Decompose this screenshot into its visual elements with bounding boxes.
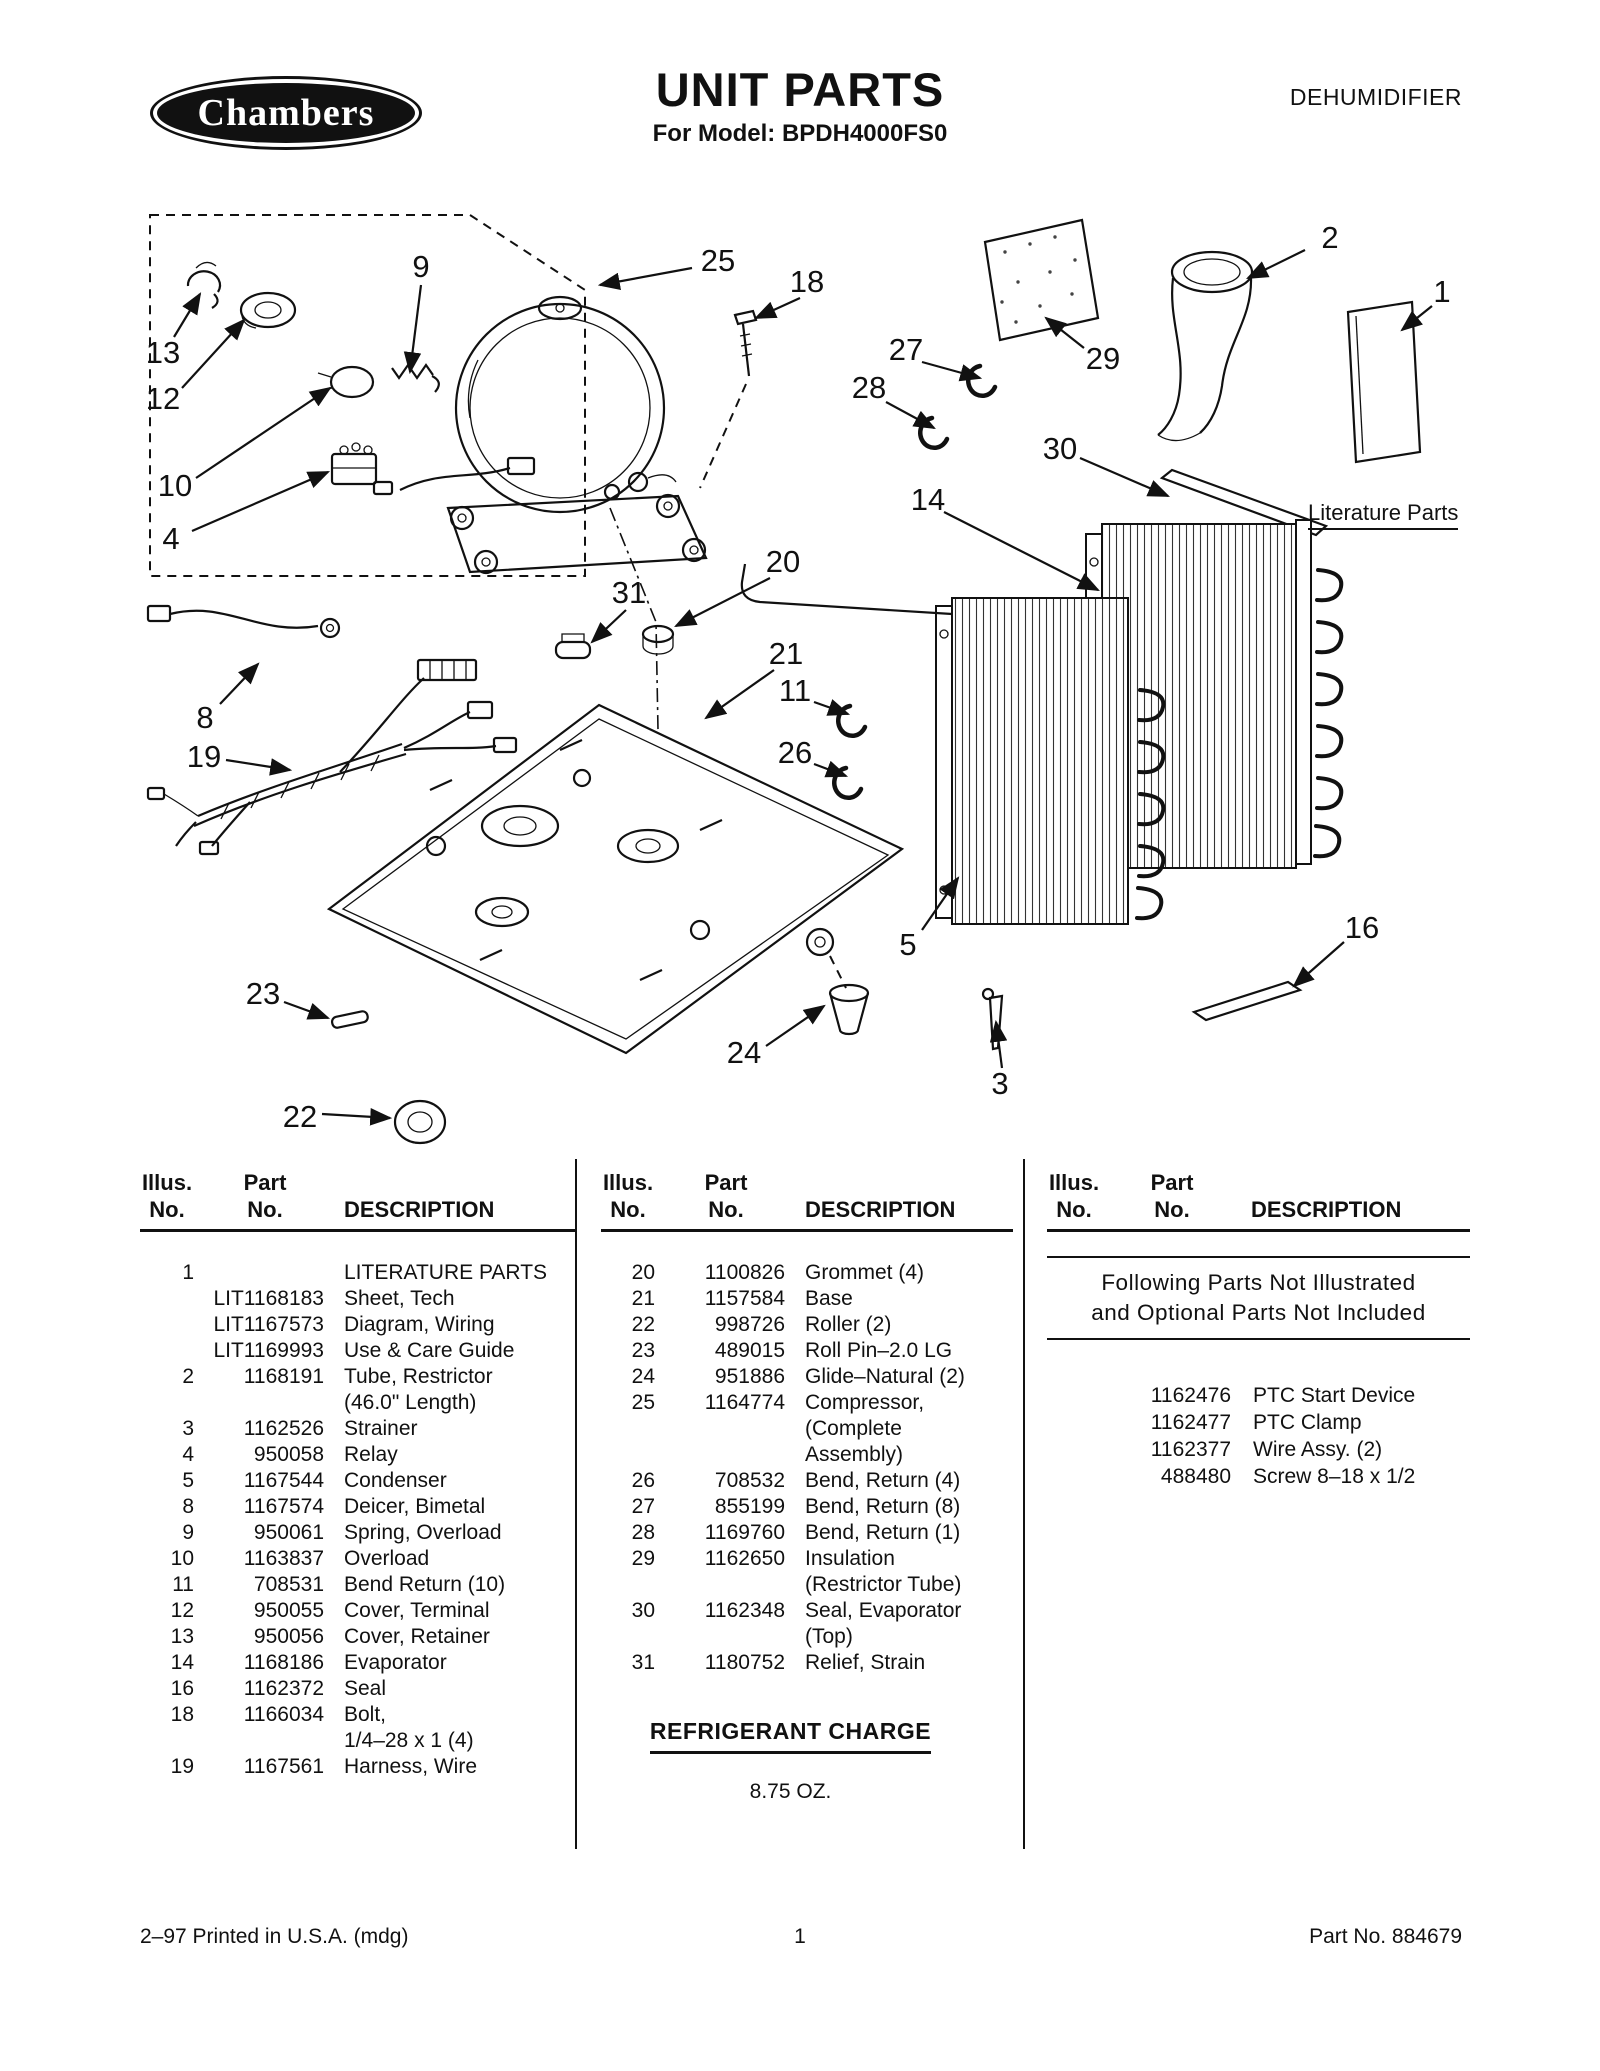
parts-row <box>140 1468 575 1494</box>
illus-no-cell: 19 <box>170 1755 194 1778</box>
callout-28: 28 <box>851 370 887 405</box>
part-no-cell: 855199 <box>714 1495 785 1518</box>
description-cell: Relay <box>344 1443 398 1466</box>
page-title: UNIT PARTS <box>655 63 945 116</box>
parts-row <box>140 1754 575 1780</box>
parts-row <box>601 1312 1013 1338</box>
parts-row <box>601 1364 1013 1390</box>
parts-row <box>601 1338 1013 1364</box>
part-no-cell: LIT1169993 <box>213 1339 324 1362</box>
illus-no-cell <box>140 1338 194 1364</box>
callout-20: 20 <box>765 544 801 579</box>
table-header <box>140 1169 575 1232</box>
header-illus: Illus. <box>141 1170 193 1195</box>
description-cell: Overload <box>344 1547 430 1570</box>
illus-no-cell: 10 <box>170 1547 194 1570</box>
illus-no-cell: 26 <box>631 1469 655 1492</box>
callout-12: 12 <box>145 381 181 416</box>
strain-relief-drawing <box>556 634 590 658</box>
description-cell: Base <box>805 1287 853 1310</box>
callout-11: 11 <box>778 673 812 708</box>
header-description: DESCRIPTION <box>1251 1197 1402 1222</box>
parts-row <box>1047 1436 1470 1463</box>
parts-row <box>140 1338 575 1364</box>
part-no-cell: 1167544 <box>243 1469 324 1492</box>
description-cell: Cover, Retainer <box>344 1625 490 1648</box>
part-no-cell: 1162650 <box>704 1547 785 1570</box>
description-cell: Compressor, <box>805 1391 925 1414</box>
callout-3: 3 <box>991 1066 1009 1101</box>
part-no-cell: 708531 <box>253 1573 324 1596</box>
illus-no-cell <box>601 1416 655 1442</box>
parts-row <box>140 1416 575 1442</box>
illus-no-cell: 3 <box>182 1417 194 1440</box>
table-header <box>601 1169 1013 1232</box>
header-illus-no: No. <box>1056 1197 1092 1222</box>
part-no-cell <box>206 1260 324 1286</box>
callout-1: 1 <box>1433 274 1451 309</box>
parts-row <box>601 1572 1013 1598</box>
description-cell: Sheet, Tech <box>344 1287 455 1310</box>
illus-no-cell: 25 <box>631 1391 655 1414</box>
part-no-cell: 489015 <box>714 1339 785 1362</box>
header-illus-no: No. <box>149 1197 185 1222</box>
part-no-cell <box>667 1416 785 1442</box>
header-description: DESCRIPTION <box>344 1197 495 1222</box>
parts-table-column-3 <box>1023 1159 1470 1849</box>
description-cell: Condenser <box>344 1469 447 1492</box>
description-cell: LITERATURE PARTS <box>344 1261 548 1284</box>
description-cell: Screw 8–18 x 1/2 <box>1253 1465 1416 1488</box>
illus-no-cell: 2 <box>182 1365 194 1388</box>
illus-no-cell: 1 <box>182 1261 194 1284</box>
parts-row <box>601 1546 1013 1572</box>
header-illus: Illus. <box>602 1170 654 1195</box>
parts-row <box>140 1312 575 1338</box>
description-cell: Bend Return (10) <box>344 1573 506 1596</box>
parts-tables <box>140 1159 1470 1849</box>
illus-no-cell: 28 <box>631 1521 655 1544</box>
parts-row <box>601 1260 1013 1286</box>
header-part-no: No. <box>1154 1197 1190 1222</box>
overload-spring-drawing <box>392 365 439 392</box>
description-cell: Insulation <box>805 1547 895 1570</box>
callout-22: 22 <box>282 1099 318 1134</box>
callout-24: 24 <box>726 1035 762 1070</box>
illus-no-cell: 8 <box>182 1495 194 1518</box>
callout-14: 14 <box>910 482 946 517</box>
description-cell: (Top) <box>805 1625 853 1648</box>
seal-drawing <box>1194 982 1300 1020</box>
part-no-cell <box>667 1442 785 1468</box>
illus-no-cell: 12 <box>170 1599 194 1622</box>
parts-row <box>140 1442 575 1468</box>
description-cell: Wire Assy. (2) <box>1253 1438 1383 1461</box>
callout-13: 13 <box>145 335 181 370</box>
illus-no-cell: 16 <box>170 1677 194 1700</box>
coil-assembly-drawing <box>742 520 1341 924</box>
illus-no-cell: 14 <box>170 1651 194 1674</box>
part-no-cell: 950056 <box>253 1625 324 1648</box>
parts-rows <box>1047 1382 1470 1490</box>
illus-no-cell <box>601 1572 655 1598</box>
note-line-2: and Optional Parts Not Included <box>1091 1300 1426 1325</box>
description-cell: Seal, Evaporator <box>805 1599 962 1622</box>
base-drawing <box>329 705 902 1053</box>
illus-no-cell: 27 <box>631 1495 655 1518</box>
description-cell: Grommet (4) <box>805 1261 925 1284</box>
illus-no-cell: 24 <box>631 1365 655 1388</box>
description-cell: (Restrictor Tube) <box>805 1573 962 1596</box>
part-no-cell: 1162377 <box>1150 1438 1231 1461</box>
description-cell: Bend, Return (1) <box>805 1521 961 1544</box>
illus-no-cell <box>140 1390 194 1416</box>
parts-row <box>1047 1409 1470 1436</box>
illus-no-cell <box>140 1286 194 1312</box>
part-no-cell: 950055 <box>253 1599 324 1622</box>
parts-row <box>140 1572 575 1598</box>
callout-9: 9 <box>412 249 430 284</box>
illus-no-cell <box>601 1442 655 1468</box>
parts-row <box>140 1650 575 1676</box>
illus-no-cell: 21 <box>631 1287 655 1310</box>
part-no-cell: 1162477 <box>1150 1411 1231 1434</box>
part-no-cell: 1100826 <box>704 1261 785 1284</box>
table-header <box>1047 1169 1470 1232</box>
footer-page-number: 1 <box>794 1925 806 1948</box>
callout-30: 30 <box>1042 431 1078 466</box>
illus-no-cell: 4 <box>182 1443 194 1466</box>
wire-harness-drawing <box>148 458 534 854</box>
description-cell: PTC Clamp <box>1253 1411 1362 1434</box>
description-cell: Glide–Natural (2) <box>805 1365 965 1388</box>
model-subtitle: For Model: BPDH4000FS0 <box>652 120 948 147</box>
part-no-cell: 1163837 <box>243 1547 324 1570</box>
parts-row <box>140 1364 575 1390</box>
part-no-cell: 951886 <box>714 1365 785 1388</box>
header-description: DESCRIPTION <box>805 1197 956 1222</box>
description-cell: Bend, Return (4) <box>805 1469 961 1492</box>
exploded-diagram-area <box>0 190 1600 1160</box>
description-cell: Cover, Terminal <box>344 1599 490 1622</box>
parts-row <box>601 1624 1013 1650</box>
part-no-cell <box>667 1624 785 1650</box>
literature-parts-drawing <box>1348 302 1420 462</box>
callout-8: 8 <box>196 700 214 735</box>
part-no-cell: 708532 <box>714 1469 785 1492</box>
parts-row <box>601 1390 1013 1416</box>
parts-row <box>601 1494 1013 1520</box>
part-no-cell: 1167561 <box>243 1755 324 1778</box>
illus-no-cell: 18 <box>170 1703 194 1726</box>
description-cell: 1/4–28 x 1 (4) <box>344 1729 474 1752</box>
description-cell: Spring, Overload <box>344 1521 502 1544</box>
illus-no-cell: 5 <box>182 1469 194 1492</box>
description-cell: Bolt, <box>344 1703 387 1726</box>
parts-row <box>601 1650 1013 1676</box>
description-cell: Relief, Strain <box>805 1651 926 1674</box>
parts-row <box>140 1728 575 1754</box>
description-cell: Diagram, Wiring <box>344 1313 495 1336</box>
header-part-no: No. <box>247 1197 283 1222</box>
part-no-cell: 1162348 <box>704 1599 785 1622</box>
parts-row <box>1047 1463 1470 1490</box>
header-illus: Illus. <box>1048 1170 1100 1195</box>
appliance-category-label: DEHUMIDIFIER <box>1289 84 1462 110</box>
illus-no-cell: 22 <box>631 1313 655 1336</box>
description-cell: Deicer, Bimetal <box>344 1495 486 1518</box>
parts-row <box>140 1546 575 1572</box>
refrigerant-charge-block <box>601 1718 980 1804</box>
literature-parts-label: Literature Parts <box>1308 500 1458 530</box>
brand-logo-text: Chambers <box>157 83 415 143</box>
part-no-cell: 1180752 <box>704 1651 785 1674</box>
description-cell: Assembly) <box>805 1443 904 1466</box>
part-no-cell: 950061 <box>253 1521 324 1544</box>
part-no-cell: 1169760 <box>704 1521 785 1544</box>
illus-no-cell <box>601 1624 655 1650</box>
parts-row <box>140 1702 575 1728</box>
footer-part-number: Part No. 884679 <box>1309 1925 1462 1948</box>
parts-rows <box>140 1260 575 1780</box>
part-no-cell <box>667 1572 785 1598</box>
part-no-cell: 1167574 <box>243 1495 324 1518</box>
compressor-drawing <box>448 297 706 573</box>
part-no-cell: 1168191 <box>243 1365 324 1388</box>
note-line-1: Following Parts Not Illustrated <box>1101 1270 1416 1295</box>
callout-2: 2 <box>1321 220 1339 255</box>
description-cell: Use & Care Guide <box>344 1339 515 1362</box>
parts-row <box>140 1494 575 1520</box>
refrigerant-charge-title: REFRIGERANT CHARGE <box>650 1718 931 1754</box>
parts-table-column-1 <box>140 1159 575 1849</box>
header-part-no: No. <box>708 1197 744 1222</box>
parts-row <box>601 1520 1013 1546</box>
relay-drawing <box>332 443 376 484</box>
terminal-cover-drawing <box>241 293 295 328</box>
illus-no-cell: 13 <box>170 1625 194 1648</box>
bolt-drawing <box>700 311 756 488</box>
header-part: Part <box>1150 1170 1194 1195</box>
glide-drawing <box>830 985 868 1034</box>
parts-row <box>140 1286 575 1312</box>
part-no-cell: 998726 <box>714 1313 785 1336</box>
description-cell: (46.0" Length) <box>344 1391 477 1414</box>
callout-27: 27 <box>888 332 924 367</box>
parts-row <box>1047 1382 1470 1409</box>
part-no-cell <box>206 1390 324 1416</box>
part-no-cell: 1157584 <box>704 1287 785 1310</box>
retainer-cover-drawing <box>188 262 220 308</box>
refrigerant-charge-value: 8.75 OZ. <box>749 1780 832 1803</box>
illus-no-cell: 30 <box>631 1599 655 1622</box>
part-no-cell: LIT1167573 <box>213 1313 324 1336</box>
callout-18: 18 <box>789 264 825 299</box>
illus-no-cell: 23 <box>631 1339 655 1362</box>
callout-19: 19 <box>186 739 222 774</box>
callout-21: 21 <box>768 636 804 671</box>
description-cell: Seal <box>344 1677 387 1700</box>
description-cell: Roller (2) <box>805 1313 892 1336</box>
callout-31: 31 <box>611 575 647 610</box>
parts-row <box>140 1598 575 1624</box>
header-part: Part <box>243 1170 287 1195</box>
parts-row <box>601 1598 1013 1624</box>
part-no-cell: 950058 <box>253 1443 324 1466</box>
part-no-cell: 1164774 <box>704 1391 785 1414</box>
illus-no-cell: 20 <box>631 1261 655 1284</box>
parts-row <box>140 1624 575 1650</box>
callout-29: 29 <box>1085 341 1121 376</box>
illus-no-cell: 29 <box>631 1547 655 1570</box>
callout-16: 16 <box>1344 910 1380 945</box>
header-part: Part <box>704 1170 748 1195</box>
description-cell: Evaporator <box>344 1651 447 1674</box>
description-cell: Harness, Wire <box>344 1755 478 1778</box>
illus-no-cell <box>140 1312 194 1338</box>
part-no-cell: LIT1168183 <box>213 1287 324 1310</box>
header-illus-no: No. <box>610 1197 646 1222</box>
roller-drawing <box>395 1101 445 1143</box>
parts-row <box>601 1442 1013 1468</box>
insulation-drawing <box>985 220 1098 340</box>
parts-row <box>601 1468 1013 1494</box>
description-cell: Tube, Restrictor <box>344 1365 493 1388</box>
part-no-cell: 1166034 <box>243 1703 324 1726</box>
illus-no-cell: 9 <box>182 1521 194 1544</box>
callout-5: 5 <box>899 927 917 962</box>
overload-drawing <box>318 367 373 397</box>
footer-print-info: 2–97 Printed in U.S.A. (mdg) <box>140 1925 409 1948</box>
description-cell: (Complete <box>805 1417 902 1440</box>
part-no-cell <box>206 1728 324 1754</box>
parts-row <box>140 1520 575 1546</box>
description-cell: Roll Pin–2.0 LG <box>805 1339 953 1362</box>
illus-no-cell: 31 <box>631 1651 655 1674</box>
illus-no-cell: 11 <box>172 1573 194 1596</box>
part-no-cell: 1162476 <box>1150 1384 1231 1407</box>
parts-row <box>140 1260 575 1286</box>
parts-row <box>601 1286 1013 1312</box>
grommet-drawing <box>610 508 673 730</box>
part-no-cell: 1168186 <box>243 1651 324 1674</box>
illus-no-cell <box>140 1728 194 1754</box>
parts-row <box>140 1390 575 1416</box>
callout-26: 26 <box>777 735 813 770</box>
description-cell: Bend, Return (8) <box>805 1495 961 1518</box>
part-no-cell: 1162526 <box>243 1417 324 1440</box>
part-no-cell: 1162372 <box>243 1677 324 1700</box>
parts-row <box>601 1416 1013 1442</box>
part-no-cell: 488480 <box>1160 1465 1231 1488</box>
not-illustrated-note <box>1047 1256 1470 1340</box>
roll-pin-drawing <box>331 1010 369 1028</box>
callout-23: 23 <box>245 976 281 1011</box>
parts-rows <box>601 1260 1013 1676</box>
callout-25: 25 <box>700 243 736 278</box>
callout-10: 10 <box>157 468 193 503</box>
callout-4: 4 <box>162 521 180 556</box>
description-cell: Strainer <box>344 1417 418 1440</box>
parts-table-column-2 <box>575 1159 1023 1849</box>
parts-row <box>140 1676 575 1702</box>
restrictor-tube-drawing <box>1158 252 1252 441</box>
description-cell: PTC Start Device <box>1253 1384 1416 1407</box>
